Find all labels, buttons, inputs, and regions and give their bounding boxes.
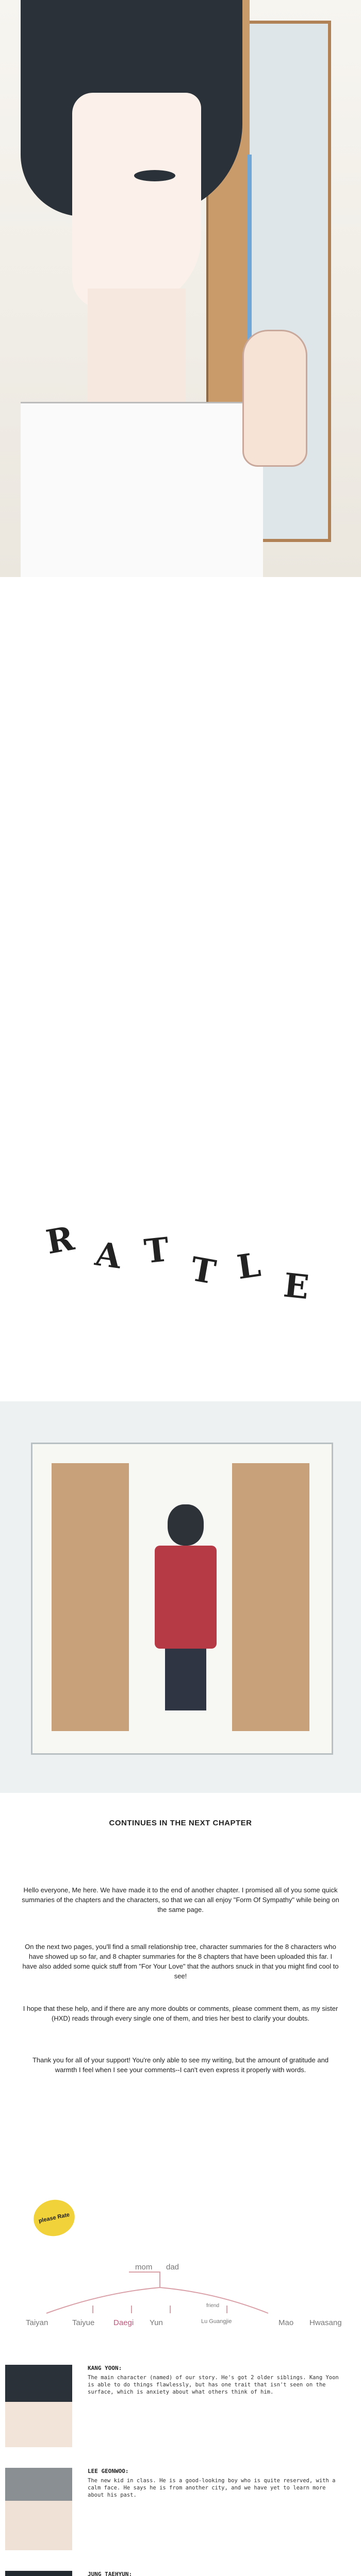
- sfx-letter: E: [282, 1266, 314, 1308]
- hand-on-door: [242, 330, 307, 467]
- red-jacket: [155, 1546, 217, 1649]
- rel-mom: mom: [135, 2263, 153, 2272]
- rel-name: Taiyan: [26, 2318, 48, 2327]
- comic-panel-classroom-door: [0, 0, 361, 577]
- note-paragraph: On the next two pages, you'll find a small relationship tree, character summaries for the 8 characters who have showed up so far, and 8 chapter summaries for the 8 chapters that have been uploaded this far. I have also added some quick stuff from "For Your Love" that the authors snuck in that you might find cool to see!: [22, 1943, 339, 1980]
- bio-row: [0, 2566, 361, 2576]
- portrait-image: [5, 2571, 72, 2576]
- rel-name: Lu Guangjie: [201, 2318, 232, 2325]
- rel-name: Taiyue: [72, 2318, 95, 2327]
- sfx-letter: R: [43, 1218, 80, 1262]
- bio-text: The new kid in class. He is a good-looking boy who is quite reserved, with a calm face. He says he is from another city, and we have yet to learn more about his past.: [88, 2478, 336, 2499]
- rel-friend-note: friend: [206, 2303, 220, 2309]
- bio-title: LEE GEONWOO:: [88, 2468, 129, 2475]
- sfx-letter: A: [93, 1234, 127, 1277]
- note-paragraph: I hope that these help, and if there are any more doubts or comments, please comment them, as my sister (HXD) reads through every single one of them, and tries her best to clarify your doubts.: [23, 2005, 338, 2022]
- bio-row: [0, 2463, 361, 2576]
- character-in-red-jacket: [155, 1504, 217, 1710]
- character-legs: [165, 1649, 206, 1710]
- portrait-image: [5, 2365, 72, 2447]
- rel-name: Hwasang: [309, 2318, 342, 2327]
- rel-dad: dad: [166, 2263, 179, 2272]
- bio-text: The main character (named) of our story. He's got 2 older siblings. Kang Yoon is able to do things flawlessly, but has one trait that isn't seen on the surface, which is anxiety about what others think of him.: [88, 2375, 339, 2396]
- character-eye: [134, 170, 175, 181]
- bio-title: JUNG TAEHYUN:: [88, 2571, 133, 2576]
- comic-panel-hallway: [0, 1401, 361, 1793]
- character-head: [168, 1504, 204, 1546]
- continues-next-chapter: CONTINUES IN THE NEXT CHAPTER: [109, 1819, 252, 1827]
- relationship-tree-lines: [0, 2257, 361, 2329]
- note-paragraph: Hello everyone, Me here. We have made it to the end of another chapter. I promised all of you some quick summaries of the chapters and the characters, so that we can all enjoy "Form Of Sympathy" while being on the same page.: [22, 1886, 339, 1913]
- rate-badge: please Rate: [30, 2196, 78, 2240]
- sfx-letter: T: [187, 1249, 222, 1293]
- sfx-letter: T: [142, 1230, 174, 1272]
- portrait-image: [5, 2468, 72, 2550]
- hallway-door-right: [232, 1463, 309, 1731]
- rel-name: Mao: [278, 2318, 294, 2327]
- bio-title: KANG YOON:: [88, 2365, 122, 2371]
- hallway-door-left: [52, 1463, 129, 1731]
- character-face: [72, 93, 201, 309]
- sfx-letter: L: [235, 1245, 266, 1287]
- sfx-rattle: [43, 1211, 335, 1340]
- note-paragraph: Thank you for all of your support! You're only able to see my writing, but the amount of gratitude and warmth I feel when I see your comments--I can't even express it properly with words.: [32, 2056, 329, 2074]
- character-shirt: [21, 402, 263, 577]
- rel-name: Daegi: [113, 2318, 134, 2327]
- rel-name: Yun: [150, 2318, 163, 2327]
